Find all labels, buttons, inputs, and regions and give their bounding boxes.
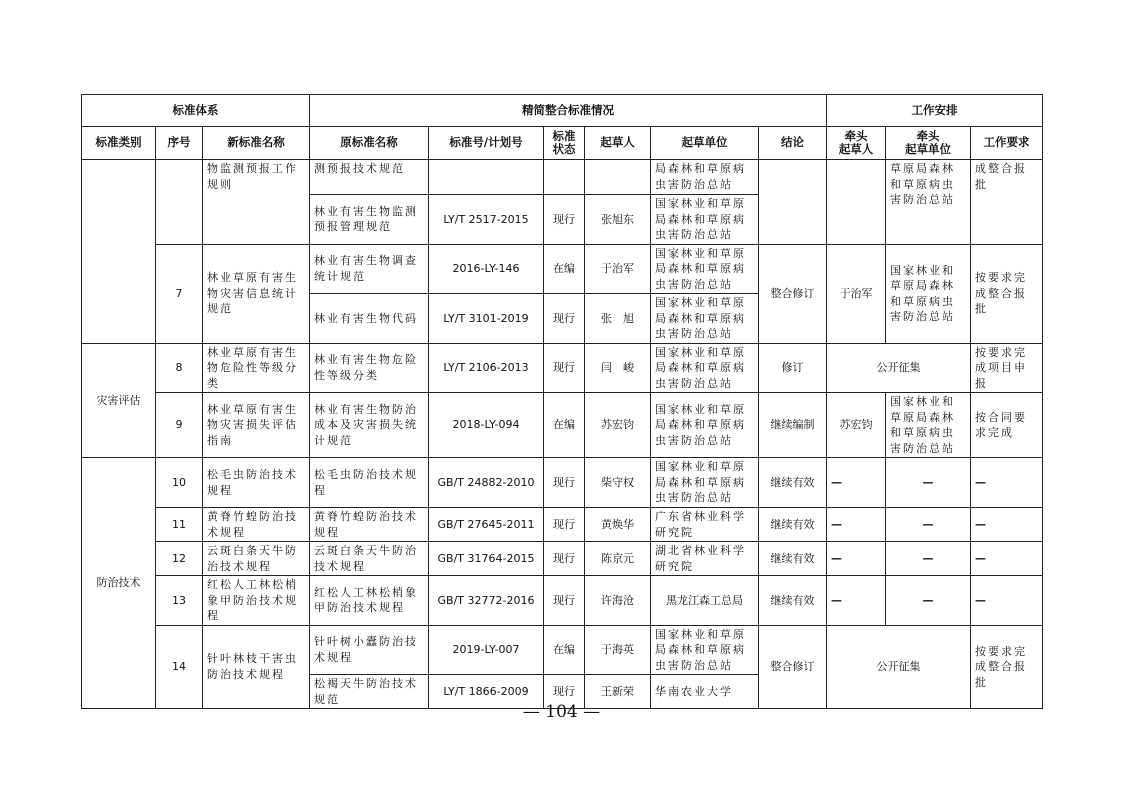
status-cell [544,160,585,195]
header-requirement: 工作要求 [971,127,1043,160]
table-row [82,160,1043,195]
lead-drafter-cell: 于治军 [827,244,886,343]
orig-name-cell: 测预报技术规范 [310,160,429,195]
lead-drafter-dash: — [827,576,886,626]
header-status: 标准 状态 [544,127,585,160]
table-row [82,542,1043,576]
drafter-cell: 黄焕华 [585,508,651,542]
table-row [82,393,1043,458]
status-cell: 现行 [544,195,585,245]
new-name-cell: 物监测预报工作规则 [203,160,310,245]
conclusion-cell: 整合修订 [759,625,827,709]
row-no-cell: 7 [156,244,203,343]
header-std-no: 标准号/计划号 [429,127,544,160]
std-no-cell [429,160,544,195]
status-cell: 在编 [544,625,585,675]
lead-drafter-cell: 苏宏钧 [827,393,886,458]
conclusion-cell: 继续有效 [759,542,827,576]
new-name-cell: 针叶林枝干害虫防治技术规程 [203,625,310,709]
unit-cell: 湖北省林业科学研究院 [651,542,759,576]
requirement-dash: — [971,542,1043,576]
unit-cell: 国家林业和草原局森林和草原病虫害防治总站 [651,343,759,393]
orig-name-cell: 林业有害生物防治成本及灾害损失统计规范 [310,393,429,458]
lead-unit-cell: 国家林业和草原局森林和草原病虫害防治总站 [886,244,971,343]
lead-unit-cell: 国家林业和草原局森林和草原病虫害防治总站 [886,393,971,458]
std-no-cell: LY/T 3101-2019 [429,294,544,344]
status-cell: 在编 [544,244,585,294]
requirement-dash: — [971,508,1043,542]
header-group-row [82,95,1043,127]
status-cell: 现行 [544,343,585,393]
orig-name-cell: 林业有害生物危险性等级分类 [310,343,429,393]
conclusion-cell: 继续编制 [759,393,827,458]
orig-name-cell: 针叶树小蠹防治技术规程 [310,625,429,675]
std-no-cell: 2019-LY-007 [429,625,544,675]
status-cell: 现行 [544,542,585,576]
orig-name-cell: 红松人工林松梢象甲防治技术规程 [310,576,429,626]
std-no-cell: 2018-LY-094 [429,393,544,458]
drafter-cell: 陈京元 [585,542,651,576]
new-name-cell: 林业草原有害生物灾害信息统计规范 [203,244,310,343]
orig-name-cell: 林业有害生物调查统计规范 [310,244,429,294]
unit-cell: 黑龙江森工总局 [651,576,759,626]
status-cell: 现行 [544,576,585,626]
table-row [82,576,1043,626]
requirement-cell: 按要求完成整合报批 [971,244,1043,343]
header-orig-name: 原标准名称 [310,127,429,160]
conclusion-cell [759,160,827,245]
header-lead-drafter: 牵头 起草人 [827,127,886,160]
row-no-cell: 9 [156,393,203,458]
new-name-cell: 云斑白条天牛防治技术规程 [203,542,310,576]
orig-name-cell: 黄脊竹蝗防治技术规程 [310,508,429,542]
new-name-cell: 松毛虫防治技术规程 [203,458,310,508]
requirement-cell: 按要求完成项目申报 [971,343,1043,393]
requirement-cell: 按要求完成整合报批 [971,625,1043,709]
page-number: — 104 — [522,702,601,722]
std-no-cell: 2016-LY-146 [429,244,544,294]
conclusion-cell: 继续有效 [759,458,827,508]
drafter-cell: 柴守权 [585,458,651,508]
std-no-cell: GB/T 32772-2016 [429,576,544,626]
lead-drafter-dash: — [827,508,886,542]
orig-name-cell: 林业有害生物监测预报管理规范 [310,195,429,245]
header-new-name: 新标准名称 [203,127,310,160]
std-no-cell: LY/T 2517-2015 [429,195,544,245]
status-cell: 在编 [544,393,585,458]
drafter-cell [585,160,651,195]
header-category: 标准类别 [82,127,156,160]
orig-name-cell: 云斑白条天牛防治技术规程 [310,542,429,576]
header-group-system: 标准体系 [82,95,310,127]
row-no-cell: 14 [156,625,203,709]
unit-cell: 国家林业和草原局森林和草原病虫害防治总站 [651,244,759,294]
requirement-dash: — [971,458,1043,508]
unit-cell: 国家林业和草原局森林和草原病虫害防治总站 [651,195,759,245]
conclusion-cell: 继续有效 [759,508,827,542]
header-conclusion: 结论 [759,127,827,160]
header-unit: 起草单位 [651,127,759,160]
row-no-cell: 13 [156,576,203,626]
drafter-cell: 张 旭 [585,294,651,344]
drafter-cell: 于海英 [585,625,651,675]
header-column-row [82,127,1043,160]
table-row [82,625,1043,675]
table-row [82,244,1043,294]
unit-cell: 华南农业大学 [651,675,759,709]
requirement-cell: 按合同要求完成 [971,393,1043,458]
std-no-cell: GB/T 27645-2011 [429,508,544,542]
unit-cell: 国家林业和草原局森林和草原病虫害防治总站 [651,625,759,675]
conclusion-cell: 继续有效 [759,576,827,626]
unit-cell: 局森林和草原病虫害防治总站 [651,160,759,195]
category-disaster-assessment: 灾害评估 [82,343,156,458]
row-no-cell: 10 [156,458,203,508]
header-group-integration: 精简整合标准情况 [310,95,827,127]
std-no-cell: LY/T 1866-2009 [429,675,544,709]
table-row [82,458,1043,508]
conclusion-cell: 整合修订 [759,244,827,343]
row-no-cell: 11 [156,508,203,542]
lead-open-call-cell: 公开征集 [827,625,971,709]
drafter-cell: 于治军 [585,244,651,294]
lead-drafter-dash: — [827,542,886,576]
lead-unit-cell: 草原局森林和草原病虫害防治总站 [886,160,971,245]
conclusion-cell: 修订 [759,343,827,393]
lead-unit-dash: — [886,508,971,542]
std-no-cell: LY/T 2106-2013 [429,343,544,393]
header-drafter: 起草人 [585,127,651,160]
drafter-cell: 许海沧 [585,576,651,626]
std-no-cell: GB/T 24882-2010 [429,458,544,508]
drafter-cell: 张旭东 [585,195,651,245]
std-no-cell: GB/T 31764-2015 [429,542,544,576]
new-name-cell: 林业草原有害生物灾害损失评估指南 [203,393,310,458]
standards-table [81,94,1043,709]
status-cell: 现行 [544,294,585,344]
new-name-cell: 林业草原有害生物危险性等级分类 [203,343,310,393]
status-cell: 现行 [544,458,585,508]
new-name-cell: 黄脊竹蝗防治技术规程 [203,508,310,542]
orig-name-cell: 松毛虫防治技术规程 [310,458,429,508]
row-no-cell [156,160,203,245]
drafter-cell: 王新荣 [585,675,651,709]
unit-cell: 国家林业和草原局森林和草原病虫害防治总站 [651,294,759,344]
status-cell: 现行 [544,675,585,709]
lead-unit-dash: — [886,542,971,576]
table-row [82,343,1043,393]
row-no-cell: 12 [156,542,203,576]
category-control-technology: 防治技术 [82,458,156,709]
lead-drafter-dash: — [827,458,886,508]
new-name-cell: 红松人工林松梢象甲防治技术规程 [203,576,310,626]
category-cell-blank [82,160,156,344]
row-no-cell: 8 [156,343,203,393]
status-cell: 现行 [544,508,585,542]
table-row [82,508,1043,542]
drafter-cell: 苏宏钧 [585,393,651,458]
header-group-work: 工作安排 [827,95,1043,127]
lead-unit-dash: — [886,458,971,508]
unit-cell: 广东省林业科学研究院 [651,508,759,542]
drafter-cell: 闫 峻 [585,343,651,393]
lead-unit-dash: — [886,576,971,626]
header-no: 序号 [156,127,203,160]
unit-cell: 国家林业和草原局森林和草原病虫害防治总站 [651,393,759,458]
orig-name-cell: 松褐天牛防治技术规范 [310,675,429,709]
header-lead-unit: 牵头 起草单位 [886,127,971,160]
lead-drafter-cell [827,160,886,245]
lead-open-call-cell: 公开征集 [827,343,971,393]
unit-cell: 国家林业和草原局森林和草原病虫害防治总站 [651,458,759,508]
requirement-cell: 成整合报批 [971,160,1043,245]
requirement-dash: — [971,576,1043,626]
orig-name-cell: 林业有害生物代码 [310,294,429,344]
